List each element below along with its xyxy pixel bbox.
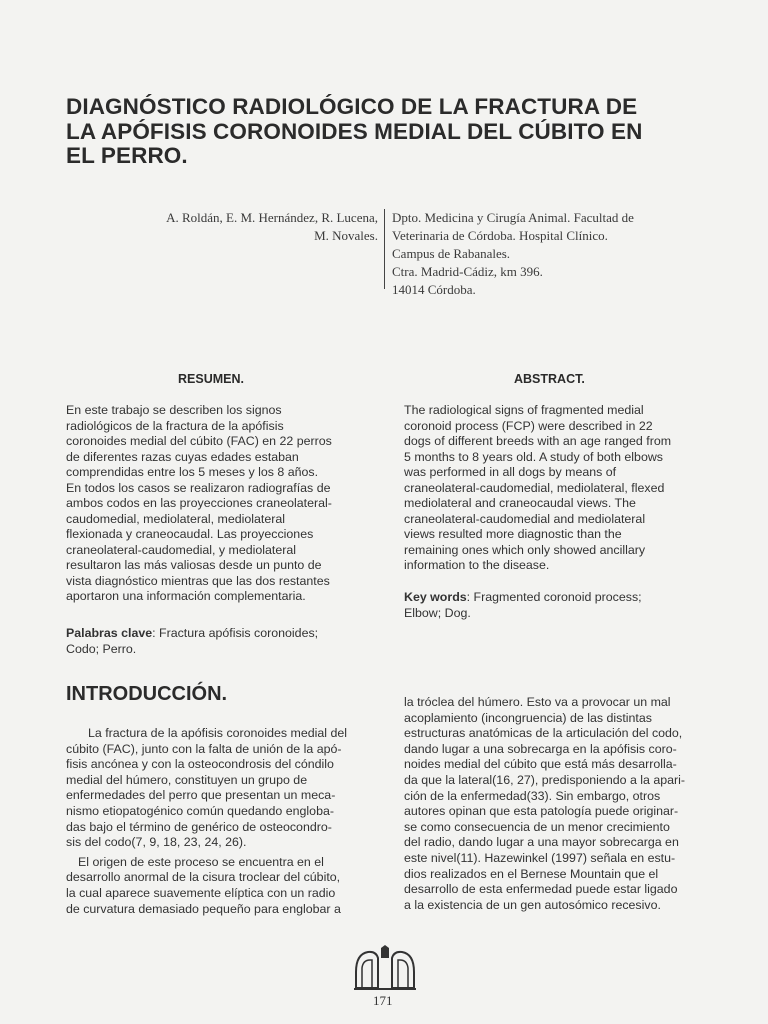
intro-line: da que la lateral(16, 27), predisponiendo a la apari- <box>404 772 686 787</box>
intro-line: dando lugar a una sobrecarga en la apófisis coro- <box>404 741 677 756</box>
journal-logo-icon <box>354 944 416 990</box>
intro-line: El origen de este proceso se encuentra en el <box>78 854 324 869</box>
intro-line: cúbito (FAC), junto con la falta de unión de la apó- <box>66 741 342 756</box>
resumen-line: En este trabajo se describen los signos <box>66 403 282 417</box>
page-number: 171 <box>373 993 393 1008</box>
abstract-heading: ABSTRACT. <box>514 372 585 386</box>
resumen-line: coronoides medial del cúbito (FAC) en 22 perros <box>66 434 332 448</box>
intro-line: desarrollo de esta enfermedad puede estar ligado <box>404 882 678 897</box>
resumen-line: caudomedial, mediolateral, mediolateral <box>66 511 286 526</box>
intro-line: autores opinan que esta patología puede originar- <box>404 804 679 819</box>
resumen-line: ambos codos en las proyecciones craneolateral- <box>66 496 332 510</box>
key-words-line <box>404 590 642 606</box>
abstract-line: information to the disease. <box>404 558 550 572</box>
intro-line: nismo etiopatogénico común quedando engloba- <box>66 803 334 818</box>
title-line: EL PERRO. <box>66 143 188 168</box>
authors <box>166 209 378 245</box>
intro-line: medial del húmero, constituyen un grupo de <box>66 772 308 787</box>
palabras-clave-line <box>66 626 318 642</box>
key-words-values: : Fragmented coronoid process; <box>466 590 642 604</box>
intro-line: das bajo el término de genérico de osteocondro- <box>66 819 332 834</box>
resumen-line: En todos los casos se realizaron radiografías de <box>66 480 331 495</box>
intro-line: del radio, dando lugar a una mayor sobrecarga en <box>404 835 679 850</box>
intro-line: se como consecuencia de un menor crecimiento <box>404 819 670 834</box>
intro-line: estructuras anatómicas de la articulación del codo, <box>404 726 683 741</box>
resumen-line: flexionada y craneocaudal. Las proyecciones <box>66 527 314 541</box>
key-words-line: Elbow; Dog. <box>404 605 471 620</box>
intro-line: a la existencia de un gen autosómico recesivo. <box>404 897 661 912</box>
intro-line: enfermedades del perro que presentan un meca- <box>66 788 336 803</box>
journal-logo-icon <box>354 944 416 995</box>
intro-line: sis del codo(7, 9, 18, 23, 24, 26). <box>66 835 247 850</box>
title-line: DIAGNÓSTICO RADIOLÓGICO DE LA FRACTURA DE <box>66 94 638 119</box>
palabras-clave <box>66 626 318 657</box>
title-line: LA APÓFISIS CORONOIDES MEDIAL DEL CÚBITO EN <box>66 118 643 144</box>
resumen-line: vista diagnóstico mientras que las dos restantes <box>66 573 330 588</box>
resumen-line: de diferentes razas cuyas edades estaban <box>66 449 299 464</box>
authors-line: A. Roldán, E. M. Hernández, R. Lucena, <box>166 210 378 225</box>
article-title <box>66 95 716 169</box>
affiliation <box>392 209 634 299</box>
introduction-heading: INTRODUCCIÓN. <box>66 683 228 705</box>
affiliation-line: Veterinaria de Córdoba. Hospital Clínico. <box>392 228 608 243</box>
intro-line: este nivel(11). Hazewinkel (1997) señala en estu- <box>404 850 676 865</box>
palabras-clave-values: : Fractura apófisis coronoides; <box>152 626 319 640</box>
palabras-clave-label: Palabras clave <box>66 626 153 640</box>
resumen-line: radiológicos de la fractura de la apófisis <box>66 418 284 433</box>
key-words <box>404 590 642 621</box>
abstract-line: views resulted more diagnostic than the <box>404 527 622 541</box>
affiliation-line: Dpto. Medicina y Cirugía Animal. Facultad de <box>392 210 634 225</box>
intro-line: de curvatura demasiado pequeño para englobar a <box>66 901 341 916</box>
resumen-line: resultaron las más valiosas desde un punto de <box>66 558 322 572</box>
palabras-clave-line: Codo; Perro. <box>66 641 137 656</box>
affiliation-line: Campus de Rabanales. <box>392 246 511 261</box>
resumen-text <box>66 403 332 605</box>
intro-line: desarrollo anormal de la cisura troclear del cúbito, <box>66 870 341 885</box>
intro-line: noides medial del cúbito que está más desarrolla- <box>404 757 677 772</box>
affiliation-line: Ctra. Madrid-Cádiz, km 396. <box>392 264 543 279</box>
resumen-heading: RESUMEN. <box>178 372 244 386</box>
resumen-line: aportaron una información complementaria. <box>66 589 306 603</box>
abstract-line: craneolateral-caudomedial and mediolateral <box>404 511 646 526</box>
abstract-line: coronoid process (FCP) were described in 22 <box>404 418 653 433</box>
introduction-right-column <box>404 695 685 913</box>
abstract-line: craneolateral-caudomedial, mediolateral, flexed <box>404 480 665 495</box>
authors-line: M. Novales. <box>314 228 378 243</box>
intro-line: La fractura de la apófisis coronoides medial del <box>88 726 347 740</box>
introduction-left-column <box>66 726 347 917</box>
intro-line: dios realizados en el Bernese Mountain que el <box>404 866 659 881</box>
intro-line: la tróclea del húmero. Esto va a provocar un mal <box>404 695 671 709</box>
intro-line: la cual aparece suavemente elíptica con un radio <box>66 885 336 900</box>
abstract-line: dogs of different breeds with an age ranged from <box>404 434 672 448</box>
abstract-line: mediolateral and craneocaudal views. The <box>404 496 636 510</box>
intro-line: fisis ancónea y con la osteocondrosis del cóndilo <box>66 757 334 772</box>
key-words-label: Key words <box>404 590 467 604</box>
abstract-text <box>404 403 671 574</box>
intro-line: ción de la enfermedad(33). Sin embargo, otros <box>404 788 661 803</box>
affiliation-line: 14014 Córdoba. <box>392 282 476 297</box>
author-divider <box>384 209 385 289</box>
intro-line: acoplamiento (incongruencia) de las distintas <box>404 710 652 725</box>
resumen-line: craneolateral-caudomedial, y mediolateral <box>66 542 297 557</box>
abstract-line: The radiological signs of fragmented medial <box>404 403 644 417</box>
abstract-line: was performed in all dogs by means of <box>404 465 617 479</box>
abstract-line: remaining ones which only showed ancillary <box>404 542 646 557</box>
abstract-line: 5 months to 8 years old. A study of both elbows <box>404 449 663 464</box>
resumen-line: comprendidas entre los 5 meses y los 8 años. <box>66 465 319 479</box>
